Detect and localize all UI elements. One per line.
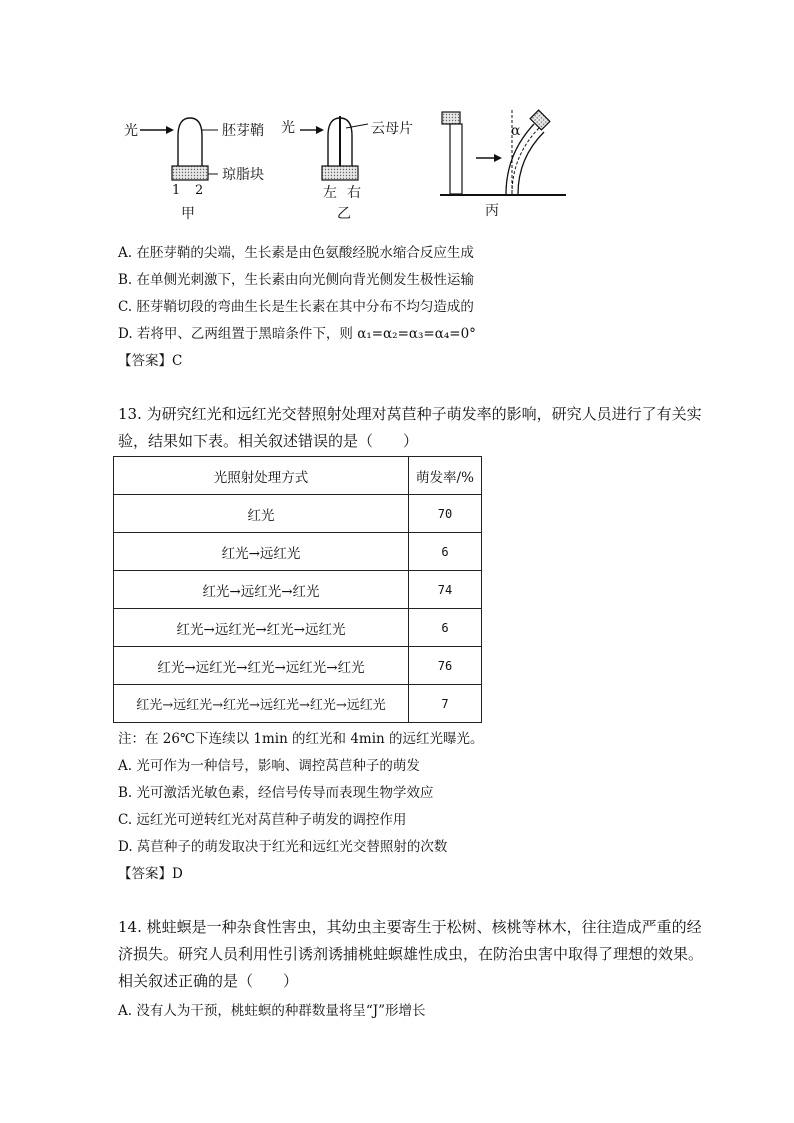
q13-option-a: A. 光可作为一种信号，影响、调控莴苣种子的萌发 <box>118 758 420 774</box>
table-cell-rate: 6 <box>409 609 482 647</box>
diagram-yi <box>282 108 442 208</box>
agar-block <box>442 112 460 124</box>
table-cell-rate: 7 <box>409 685 482 723</box>
germination-table <box>113 456 482 723</box>
table-cell-rate: 70 <box>409 495 482 533</box>
yi-light-label: 光 <box>281 120 295 136</box>
table-cell-treatment: 红光→远红光→红光 <box>114 571 409 609</box>
q12-answer <box>118 349 182 369</box>
answer-value: C <box>172 353 183 369</box>
jia-agar-label: 琼脂块 <box>222 167 264 183</box>
straight-segment <box>450 124 462 194</box>
q13-option-b: B. 光可激活光敏色素，经信号传导而表现生物学效应 <box>118 785 434 801</box>
q13-option-d: D. 莴苣种子的萌发取决于红光和远红光交替照射的次数 <box>118 839 448 855</box>
table-cell-rate: 76 <box>409 647 482 685</box>
table-cell-treatment: 红光 <box>114 495 409 533</box>
jia-light-label: 光 <box>124 123 138 139</box>
table-cell-treatment: 红光→远红光 <box>114 533 409 571</box>
table-cell-rate: 6 <box>409 533 482 571</box>
yi-mica-label: 云母片 <box>371 121 413 137</box>
table-row <box>114 685 482 723</box>
table-row <box>114 533 482 571</box>
q12-option-c: C. 胚芽鞘切段的弯曲生长是生长素在其中分布不均匀造成的 <box>118 299 474 315</box>
table-cell-rate: 74 <box>409 571 482 609</box>
jia-position-1: 1 <box>172 183 181 198</box>
light-arrow-head <box>166 126 174 134</box>
table-header-rate: 萌发率/% <box>409 457 482 495</box>
jia-position-2: 2 <box>195 183 204 198</box>
yi-left-label: 左 <box>323 185 337 201</box>
table-cell-treatment: 红光→远红光→红光→远红光 <box>114 609 409 647</box>
bing-caption: 丙 <box>485 203 499 219</box>
table-header-row <box>114 457 482 495</box>
jia-caption: 甲 <box>181 206 195 222</box>
q14-stem-line3: 相关叙述正确的是（ ） <box>118 972 299 990</box>
q12-option-d: D. 若将甲、乙两组置于黑暗条件下，则 α₁=α₂=α₃=α₄=0° <box>118 326 476 342</box>
light-arrow-head <box>316 126 324 134</box>
answer-label: 【答案】 <box>118 866 172 882</box>
mica-pointer <box>346 124 368 128</box>
table-row <box>114 495 482 533</box>
answer-label: 【答案】 <box>118 353 172 369</box>
jia-coleoptile-label: 胚芽鞘 <box>222 123 264 139</box>
agar-block <box>322 166 358 180</box>
q12-option-a: A. 在胚芽鞘的尖端，生长素是由色氨酸经脱水缩合反应生成 <box>118 245 474 261</box>
q13-option-c: C. 远红光可逆转红光对莴苣种子萌发的调控作用 <box>118 812 407 828</box>
q14-option-a: A. 没有人为干预，桃蛀螟的种群数量将呈“J”形增长 <box>118 1003 426 1019</box>
diagram-bing <box>436 104 576 204</box>
table-row <box>114 647 482 685</box>
q14-stem-line1: 14. 桃蛀螟是一种杂食性害虫，其幼虫主要寄生于松树、核桃等林木，往往造成严重的经 <box>118 918 702 936</box>
table-cell-treatment: 红光→远红光→红光→远红光→红光→远红光 <box>114 685 409 723</box>
table-cell-treatment: 红光→远红光→红光→远红光→红光 <box>114 647 409 685</box>
q13-stem-line2: 验，结果如下表。相关叙述错误的是（ ） <box>118 432 419 450</box>
agar-block-tilted <box>530 110 550 130</box>
light-arrow-head <box>494 154 502 162</box>
table-row <box>114 609 482 647</box>
agar-block <box>172 166 208 180</box>
q14-stem-line2: 济损失。研究人员利用性引诱剂诱捕桃蛀螟雄性成虫，在防治虫害中取得了理想的效果。 <box>118 945 704 963</box>
q13-note: 注：在 26℃下连续以 1min 的红光和 4min 的远红光曝光。 <box>118 731 484 747</box>
bent-segment-right <box>518 132 544 194</box>
coleoptile-outline <box>178 118 202 166</box>
yi-right-label: 右 <box>347 185 361 201</box>
answer-value: D <box>172 866 183 882</box>
table-row <box>114 571 482 609</box>
q12-option-b: B. 在单侧光刺激下，生长素由向光侧向背光侧发生极性运输 <box>118 272 475 288</box>
bing-angle-label: α <box>511 123 521 139</box>
table-header-treatment: 光照射处理方式 <box>114 457 409 495</box>
q13-stem-line1: 13. 为研究红光和远红光交替照射处理对莴苣种子萌发率的影响，研究人员进行了有关实 <box>118 405 702 423</box>
yi-caption: 乙 <box>337 206 351 222</box>
q13-answer <box>118 862 183 882</box>
